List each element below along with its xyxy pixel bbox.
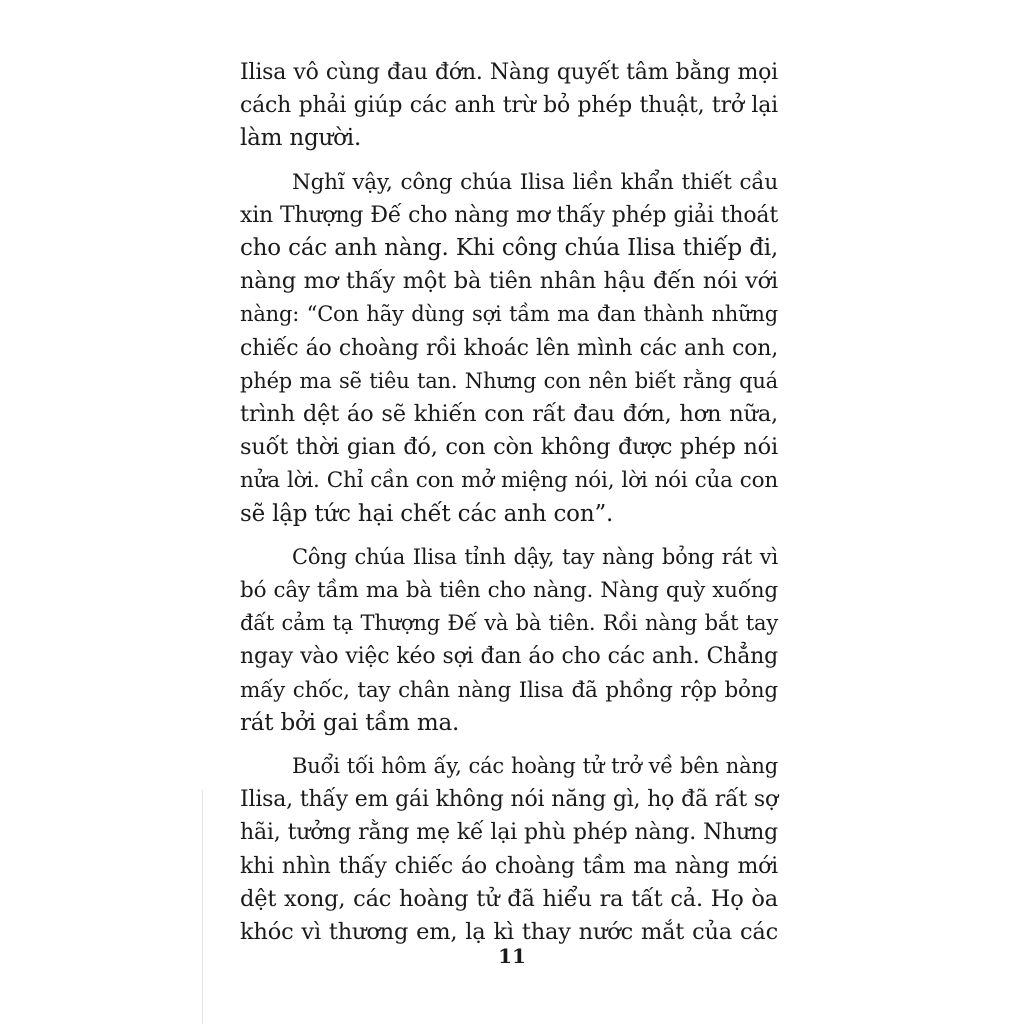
text-line: nàng: “Con hãy dùng sợi tầm ma đan thành những xyxy=(240,302,778,327)
text-line: nàng mơ thấy một bà tiên nhân hậu đến nói với xyxy=(240,268,778,295)
text-line: chiếc áo choàng rồi khoác lên mình các anh con, xyxy=(240,335,778,361)
paragraph-1 xyxy=(240,56,778,156)
text-line: Ilisa vô cùng đau đớn. Nàng quyết tâm bằng mọi xyxy=(240,60,778,85)
body-text xyxy=(240,56,778,959)
paragraph-4 xyxy=(240,750,778,949)
text-line: khóc vì thương em, lạ kì thay nước mắt của các xyxy=(240,919,778,946)
text-line: ngay vào việc kéo sợi đan áo cho các anh. Chẳng xyxy=(240,644,778,670)
text-line: Nghĩ vậy, công chúa Ilisa liền khẩn thiết cầu xyxy=(292,169,778,195)
text-line: cách phải giúp các anh trừ bỏ phép thuật, trở lại xyxy=(240,93,778,119)
text-line: bó cây tầm ma bà tiên cho nàng. Nàng quỳ xuống xyxy=(240,578,778,604)
page-edge-shadow xyxy=(202,790,203,1024)
text-line: xin Thượng Đế cho nàng mơ thấy phép giải thoát xyxy=(240,202,778,228)
text-line: rát bởi gai tầm ma. xyxy=(240,709,460,736)
text-line: sẽ lập tức hại chết các anh con”. xyxy=(240,500,614,527)
text-line: dệt xong, các hoàng tử đã hiểu ra tất cả. Họ òa xyxy=(240,885,778,912)
text-line: Công chúa Ilisa tỉnh dậy, tay nàng bỏng rát vì xyxy=(292,544,778,569)
text-line: khi nhìn thấy chiếc áo choàng tầm ma nàng mới xyxy=(240,853,778,879)
page-number: 11 xyxy=(498,944,526,968)
text-line: Buổi tối hôm ấy, các hoàng tử trở về bên nàng xyxy=(292,754,778,779)
text-line: mấy chốc, tay chân nàng Ilisa đã phồng rộp bỏng xyxy=(240,677,778,703)
paragraph-2 xyxy=(240,166,778,531)
text-line: đất cảm tạ Thượng Đế và bà tiên. Rồi nàng bắt tay xyxy=(240,611,778,636)
paragraph-3 xyxy=(240,541,778,740)
text-line: phép ma sẽ tiêu tan. Nhưng con nên biết rằng quá xyxy=(240,368,778,393)
text-line: Ilisa, thấy em gái không nói năng gì, họ đã rất sợ xyxy=(240,787,778,813)
text-line: hãi, tưởng rằng mẹ kế lại phù phép nàng. Nhưng xyxy=(240,820,778,846)
text-line: suốt thời gian đó, con còn không được phép nói xyxy=(240,434,778,461)
text-line: cho các anh nàng. Khi công chúa Ilisa thiếp đi, xyxy=(240,235,778,262)
text-line: làm người. xyxy=(240,125,362,152)
text-line: nửa lời. Chỉ cần con mở miệng nói, lời nói của con xyxy=(240,468,778,494)
text-line: trình dệt áo sẽ khiến con rất đau đớn, hơn nữa, xyxy=(240,401,778,428)
